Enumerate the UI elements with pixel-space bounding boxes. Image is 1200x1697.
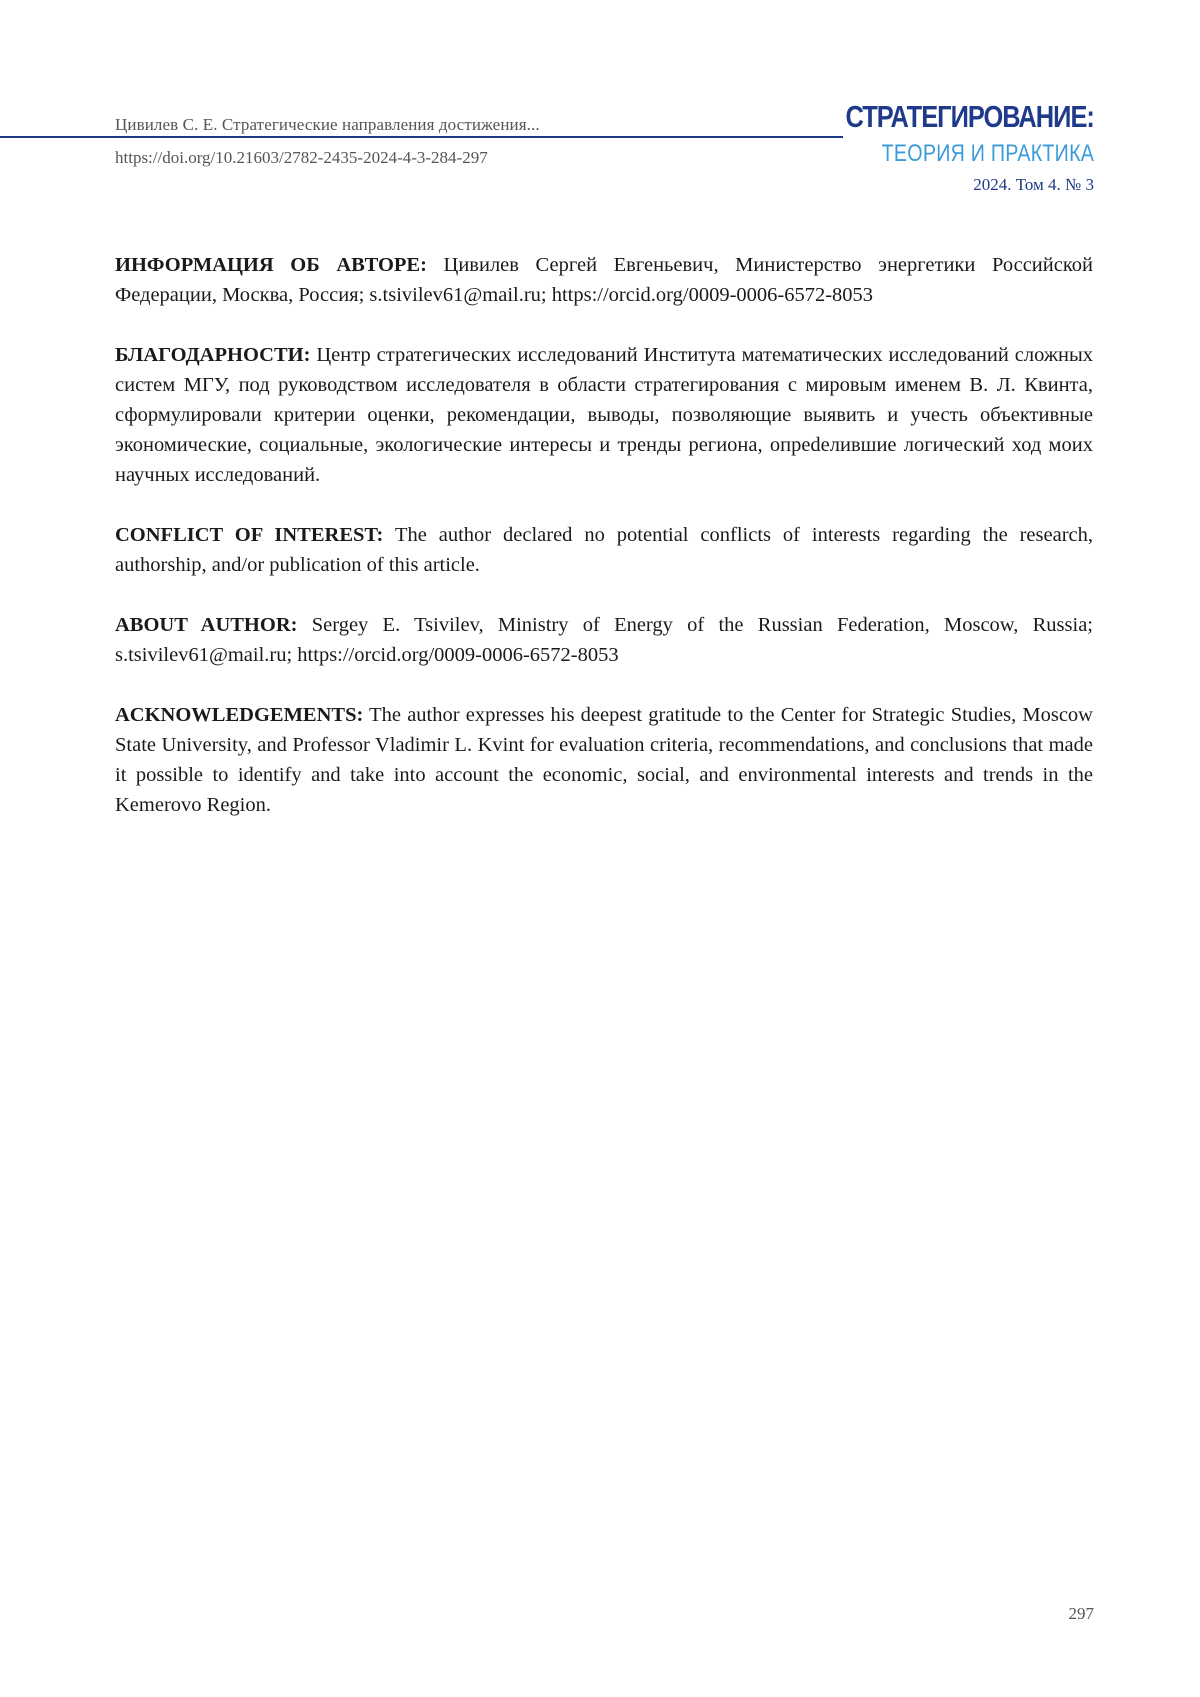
journal-title-line2: ТЕОРИЯ И ПРАКТИКА — [881, 140, 1094, 167]
section-label: ABOUT AUTHOR: — [115, 614, 298, 636]
journal-issue: 2024. Том 4. № 3 — [973, 175, 1094, 194]
section-label: ACKNOWLEDGEMENTS: — [115, 704, 364, 726]
journal-title-line1: СТРАТЕГИРОВАНИЕ: — [845, 99, 1094, 134]
section-label: БЛАГОДАРНОСТИ: — [115, 344, 311, 366]
running-title: Цивилев С. Е. Стратегические направления достижения... — [115, 115, 540, 134]
about-author-en — [115, 610, 1093, 670]
author-info-ru — [115, 250, 1093, 310]
section-text: The author declared no potential conflicts of interests regarding the research, authorship, and/or publication of this article. — [115, 524, 1093, 576]
acknowledgements-ru — [115, 340, 1093, 490]
conflict-of-interest — [115, 520, 1093, 580]
section-text: The author expresses his deepest gratitude to the Center for Strategic Studies, Moscow State University, and Professor Vladimir L. Kvint for evaluation criteria, recommendations, and conclusions that made it possible to identify and take into account the economic, social, and environmental interests and trends in the Kemerovo Region. — [115, 704, 1093, 816]
section-text: Центр стратегических исследований Института математических исследований сложных систем МГУ, под руководством исследователя в области стратегирования с мировым именем В. Л. Квинта, сформулировали критерии оценки, рекомендации, выводы, позволяющие выявить и учесть объективные экономические, социальные, экологические интересы и тренды региона, опреdелившие логический ход моих научных исследований. — [115, 344, 1094, 486]
header-rule — [0, 136, 843, 138]
doi-link[interactable]: https://doi.org/10.21603/2782-2435-2024-4-3-284-297 — [115, 148, 488, 167]
page-number: 297 — [1068, 1604, 1094, 1623]
section-label: ИНФОРМАЦИЯ ОБ АВТОРЕ: — [115, 254, 427, 276]
article-back-matter — [115, 250, 1093, 850]
section-label: CONFLICT OF INTEREST: — [115, 524, 384, 546]
acknowledgements-en — [115, 700, 1093, 820]
section-text: Цивилев Сергей Евгеньевич, Министерство энергетики Российской Федерации, Москва, Россия; s.tsivilev61@mail.ru; https://orcid.org/0009-0006-6572-8053 — [115, 254, 1093, 306]
section-text: Sergey E. Tsivilev, Ministry of Energy of the Russian Federation, Moscow, Russia; s.tsivilev61@mail.ru; https://orcid.org/0009-0006-6572-8053 — [115, 614, 1094, 666]
